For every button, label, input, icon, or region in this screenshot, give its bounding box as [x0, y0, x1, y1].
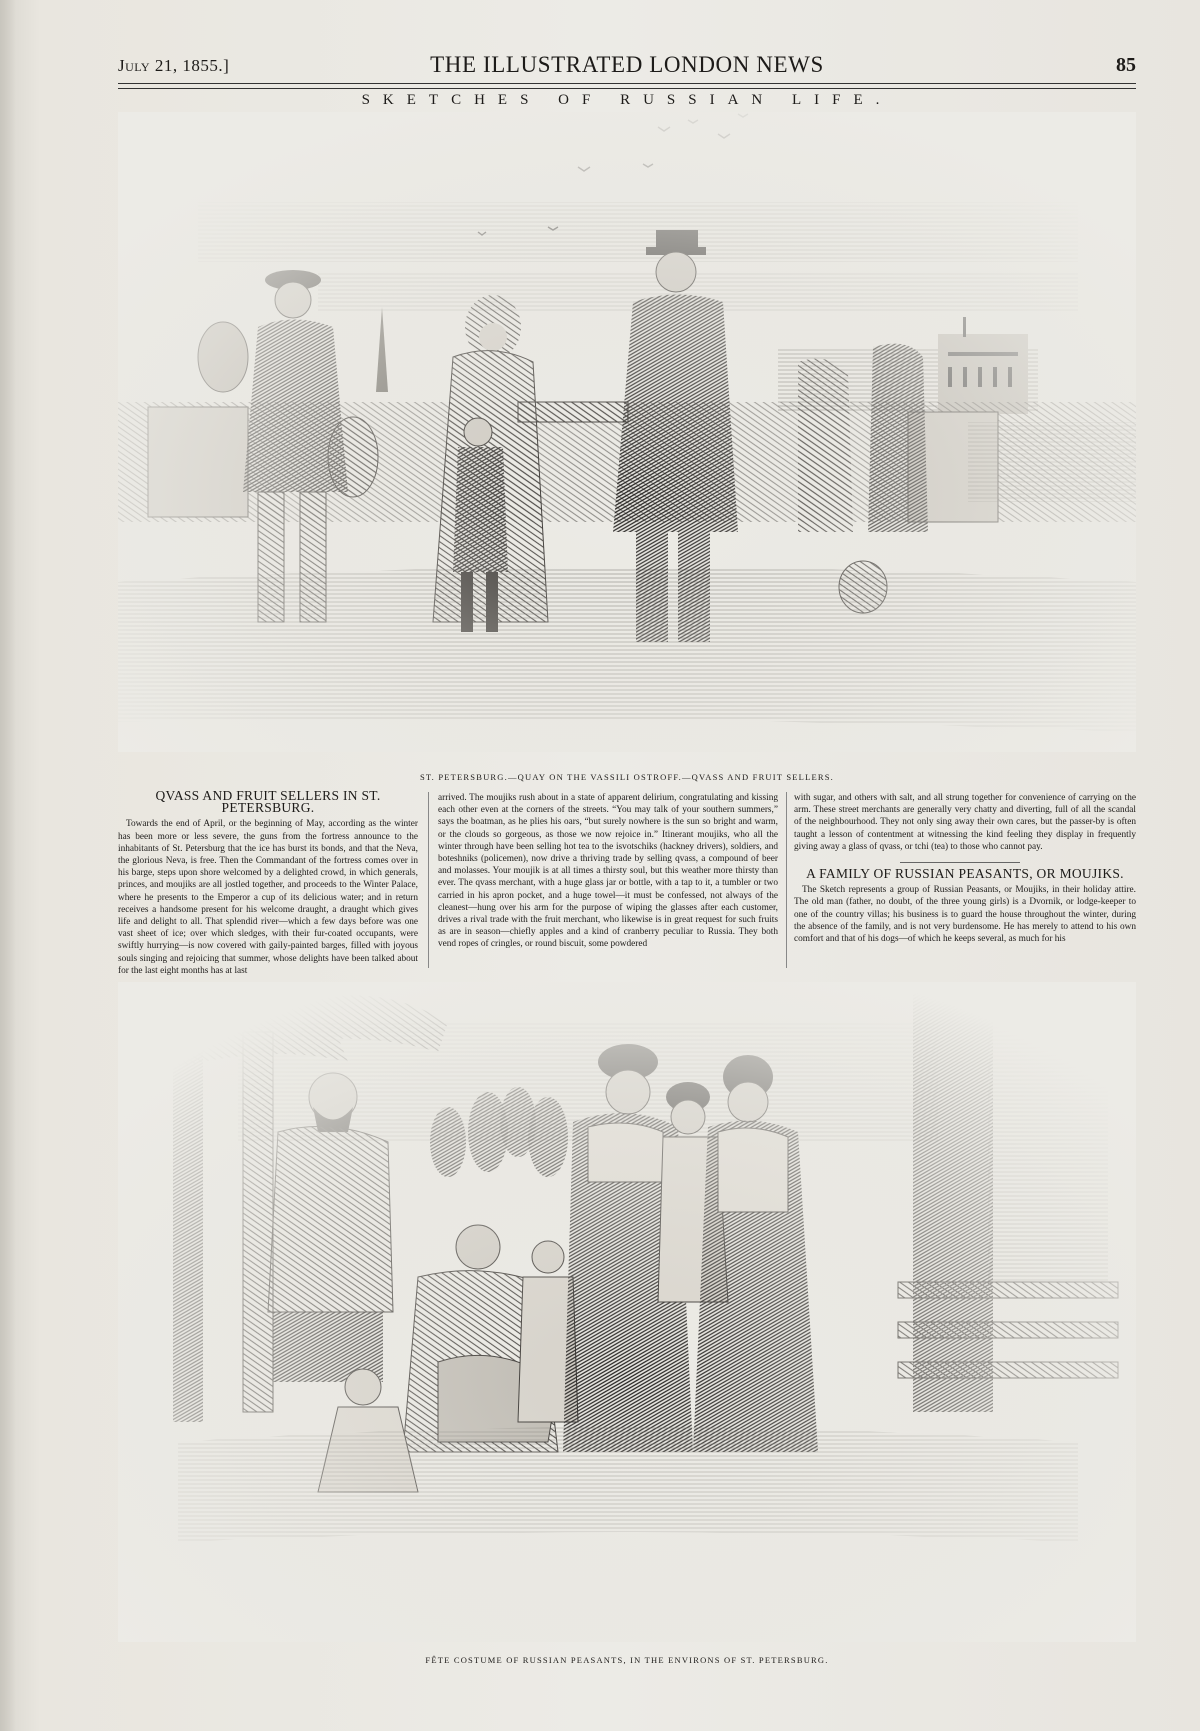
article-text-col1: Towards the end of April, or the beginning of May, according as the winter has been more or less severe, the guns from the fortress announce to the inhabitants of St. Petersburg that the ice has burst its bonds, and that the Neva, the glorious Neva, is free. Then the Commandant of the fortress comes over in his barge, steps upon shore welcomed by a delighted crowd, in which generals, princes, and moujiks are all jostled together, and proceeds to the Winter Palace, where he presents to the Emperor a cup of its delicious water; and in return receives a handsome present for his welcome draught, a draught which gives life and delight to all. That splendid river—which a few days before was one vast sheet of ice; over which sledges, with their fur-coated occupants, were swiftly hurrying—is now covered with gaily-painted barges, filled with joyous souls singing and rejoicing that summer, whose delights have been talked about for the last eight months has at last: [118, 819, 418, 976]
section-title: SKETCHES OF RUSSIAN LIFE.: [361, 92, 893, 108]
masthead: [118, 52, 1136, 82]
masthead-rule: [118, 83, 1136, 89]
article-column-1: [118, 790, 418, 977]
article-text-col3: with sugar, and others with salt, and all strung together for convenience of carrying on the arm. These street merchants are generally very chatty and diverting, full of all the scandal of the neighbourhood. They not only sing away their own cares, but the passer-by is often taught a lesson of contentment at witnessing the kind feeling they display in frequently giving away a glass of qvass, or tchi (tea) to those who cannot pay.: [794, 793, 1136, 852]
issue-date: July 21, 1855.]: [118, 56, 230, 75]
article-column-3: [794, 792, 1136, 853]
article-heading-qvass: QVASS AND FRUIT SELLERS IN ST. PETERSBURG.: [155, 788, 381, 816]
bottom-caption: FÊTE COSTUME OF RUSSIAN PEASANTS, IN THE ENVIRONS OF ST. PETERSBURG.: [425, 1655, 829, 1665]
article-column-3b: [794, 868, 1136, 945]
publication-title: THE ILLUSTRATED LONDON NEWS: [430, 52, 824, 77]
article-text-moujiks: The Sketch represents a group of Russian Peasants, or Moujiks, in their holiday attire. The old man (father, no doubt, of the three young girls) is a Dvornik, or lodge-keeper to one of the country villas; his business is to guard the house throughout the winter, during the absence of the family, and is not very burdensome. He has merely to attend to his own comfort and that of his dogs—of which he keeps several, as much for his: [794, 885, 1136, 945]
binding-shadow: [0, 0, 16, 1731]
peasant-family-engraving: [118, 982, 1136, 1642]
article-divider: [900, 862, 1020, 863]
page-number: 85: [1116, 54, 1136, 76]
article-text-col2: arrived. The moujiks rush about in a state of apparent delirium, congratulating and kissing each other even at the corners of the streets. “You may talk of your southern summers,” says the boatman, as he plies his oars, “but surely nowhere is the sun so bright and warm, or the clouds so gorgeous, as those we now rejoice in.” Itinerant moujiks, who all the winter through have been selling hot tea to the isvotschiks (hackney drivers), soldiers, and boteshniks (policemen), now drive a thriving trade by selling qvass, a compound of beer and molasses. Your moujik is at all times a thirsty soul, but this weather more thirsty than ever. The qvass merchant, with a huge glass jar or bottle, with a tap to it, a tumbler or two carried in his apron pocket, and a huge towel—it must be confessed, not always of the cleanest—hung over his arm for the purpose of wiping the glasses after each customer, drives a rival trade with the fruit merchant, who likewise is in great request for such fruits as are in season—chiefly apples and a kind of cranberry peculiar to Russia. They both vend ropes of cringles, or round biscuit, some powdered: [438, 793, 778, 950]
article-column-2: [438, 792, 778, 951]
column-rule: [428, 792, 429, 968]
article-heading-moujiks: A FAMILY OF RUSSIAN PEASANTS, OR MOUJIKS.: [806, 866, 1124, 881]
column-rule: [786, 792, 787, 968]
quay-engraving: [118, 112, 1136, 752]
top-caption: ST. PETERSBURG.—QUAY ON THE VASSILI OSTROFF.—QVASS AND FRUIT SELLERS.: [419, 772, 834, 782]
